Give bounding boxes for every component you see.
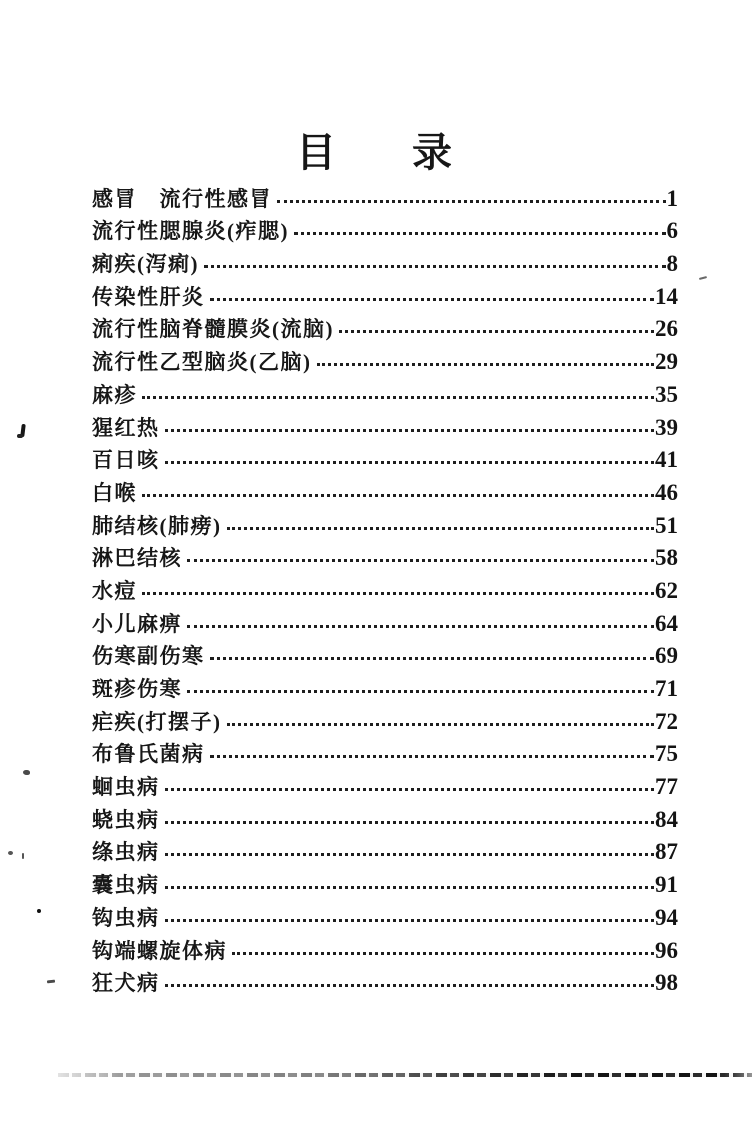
toc-entry-page-number: 29 bbox=[655, 349, 678, 375]
toc-entry-title: 水痘 bbox=[92, 578, 137, 603]
toc-entry-page-number: 96 bbox=[655, 937, 678, 963]
toc-entry-page-number: 51 bbox=[655, 512, 678, 538]
page-title-char-1: 目 bbox=[296, 129, 336, 175]
toc-entry-title: 流行性脑脊髓膜炎(流脑) bbox=[92, 317, 334, 342]
toc-entry-title: 流行性乙型脑炎(乙脑) bbox=[92, 350, 312, 375]
dot-leader bbox=[227, 723, 655, 726]
ink-speck bbox=[699, 276, 707, 280]
toc-entry-row bbox=[92, 309, 678, 342]
toc-entry-title: 蛲虫病 bbox=[92, 807, 160, 832]
toc-entry-title: 百日咳 bbox=[92, 448, 160, 473]
toc-entry-page-number: 14 bbox=[655, 283, 678, 309]
toc-entry-row bbox=[92, 374, 678, 407]
dot-leader bbox=[187, 625, 654, 628]
toc-entry-row bbox=[92, 211, 678, 244]
toc-entry-title: 流行性腮腺炎(痄腮) bbox=[92, 219, 289, 244]
toc-entry-title: 钩虫病 bbox=[92, 905, 160, 930]
ink-speck bbox=[22, 853, 24, 859]
toc-entry-title: 肺结核(肺痨) bbox=[92, 513, 222, 538]
toc-entry-page-number: 62 bbox=[655, 577, 678, 603]
toc-entry-title: 猩红热 bbox=[92, 415, 160, 440]
toc-entry-title: 狂犬病 bbox=[92, 971, 160, 996]
dot-leader bbox=[165, 461, 655, 464]
toc-entry-page-number: 77 bbox=[655, 774, 678, 800]
toc-entry-title: 布鲁氏菌病 bbox=[92, 742, 205, 767]
toc-entry-row bbox=[92, 864, 678, 897]
dot-leader bbox=[277, 200, 666, 203]
toc-entry-page-number: 41 bbox=[655, 447, 678, 473]
toc-entry-title: 疟疾(打摆子) bbox=[92, 709, 222, 734]
page-title-char-2: 录 bbox=[412, 129, 452, 175]
toc-entry-page-number: 91 bbox=[655, 872, 678, 898]
toc-entry-page-number: 94 bbox=[655, 904, 678, 930]
dot-leader bbox=[232, 952, 654, 955]
toc-entry-title: 淋巴结核 bbox=[92, 546, 182, 571]
dot-leader bbox=[339, 330, 654, 333]
toc-entry-title: 伤寒副伤寒 bbox=[92, 644, 205, 669]
dot-leader bbox=[294, 232, 666, 235]
toc-entry-row bbox=[92, 734, 678, 767]
toc-entry-title: 传染性肝炎 bbox=[92, 284, 205, 309]
toc-entry-row bbox=[92, 930, 678, 963]
toc-entry-row bbox=[92, 276, 678, 309]
toc-entry-row bbox=[92, 407, 678, 440]
toc-entry-row bbox=[92, 570, 678, 603]
toc-entry-page-number: 84 bbox=[655, 806, 678, 832]
toc-entry-title: 斑疹伤寒 bbox=[92, 677, 182, 701]
scan-edge-line bbox=[58, 1073, 752, 1077]
toc-entry-title: 囊虫病 bbox=[92, 873, 160, 898]
ink-blot bbox=[17, 434, 23, 438]
toc-entry-row bbox=[92, 472, 678, 505]
toc-entry-title: 感冒 流行性感冒 bbox=[92, 186, 272, 211]
toc-entry-row bbox=[92, 178, 678, 211]
toc-entry-row bbox=[92, 897, 678, 930]
toc-entry-page-number: 6 bbox=[666, 218, 678, 244]
toc-entry-row bbox=[92, 538, 678, 571]
toc-entry-title: 痢疾(泻痢) bbox=[92, 252, 199, 277]
ink-speck bbox=[47, 980, 55, 984]
toc-entry-page-number: 75 bbox=[655, 741, 678, 767]
toc-entry-title: 麻疹 bbox=[92, 382, 137, 407]
ink-speck bbox=[23, 770, 30, 775]
ink-speck bbox=[8, 851, 13, 855]
toc-entry-row bbox=[92, 243, 678, 276]
toc-entry-page-number: 1 bbox=[666, 185, 678, 211]
dot-leader bbox=[142, 396, 654, 399]
toc-entry-row bbox=[92, 636, 678, 669]
dot-leader bbox=[187, 559, 654, 562]
dot-leader bbox=[165, 853, 655, 856]
dot-leader bbox=[317, 363, 655, 366]
dot-leader bbox=[165, 984, 655, 987]
toc-entry-row bbox=[92, 440, 678, 473]
toc-entry-row bbox=[92, 832, 678, 865]
dot-leader bbox=[165, 919, 655, 922]
dot-leader bbox=[165, 429, 655, 432]
dot-leader bbox=[142, 592, 654, 595]
dot-leader bbox=[204, 265, 666, 268]
toc-entry-row bbox=[92, 963, 678, 996]
toc-entry-row bbox=[92, 505, 678, 538]
toc-entry-row bbox=[92, 603, 678, 636]
toc-entry-title: 绦虫病 bbox=[92, 840, 160, 865]
toc-entry-row bbox=[92, 341, 678, 374]
dot-leader bbox=[165, 788, 655, 791]
dot-leader bbox=[165, 886, 655, 889]
toc-entry-row bbox=[92, 766, 678, 799]
toc-entry-page-number: 64 bbox=[655, 610, 678, 636]
toc-entry-page-number: 71 bbox=[655, 676, 678, 701]
toc-entry-title: 蛔虫病 bbox=[92, 775, 160, 800]
dot-leader bbox=[227, 527, 655, 530]
toc-entry-page-number: 8 bbox=[666, 251, 678, 277]
toc-entry-page-number: 26 bbox=[655, 316, 678, 342]
toc-entry-page-number: 58 bbox=[655, 545, 678, 571]
toc-entry-page-number: 39 bbox=[655, 414, 678, 440]
toc-entry-row bbox=[92, 668, 678, 701]
dot-leader bbox=[210, 657, 655, 660]
toc-entry-title: 白喉 bbox=[92, 480, 137, 505]
toc-entry-page-number: 72 bbox=[655, 708, 678, 734]
toc-list bbox=[92, 178, 678, 995]
toc-entry-title: 钩端螺旋体病 bbox=[92, 938, 227, 963]
toc-entry-title: 小儿麻痹 bbox=[92, 611, 182, 636]
ink-speck bbox=[37, 909, 41, 913]
toc-entry-page-number: 98 bbox=[655, 970, 678, 996]
dot-leader bbox=[210, 298, 655, 301]
toc-entry-page-number: 35 bbox=[655, 381, 678, 407]
page-title bbox=[0, 131, 748, 175]
dot-leader bbox=[210, 755, 655, 758]
toc-entry-page-number: 46 bbox=[655, 479, 678, 505]
toc-entry-page-number: 87 bbox=[655, 839, 678, 865]
toc-entry-row bbox=[92, 799, 678, 832]
dot-leader bbox=[142, 494, 654, 497]
dot-leader bbox=[165, 821, 655, 824]
dot-leader bbox=[187, 690, 654, 693]
toc-entry-page-number: 69 bbox=[655, 643, 678, 669]
toc-entry-row bbox=[92, 701, 678, 734]
